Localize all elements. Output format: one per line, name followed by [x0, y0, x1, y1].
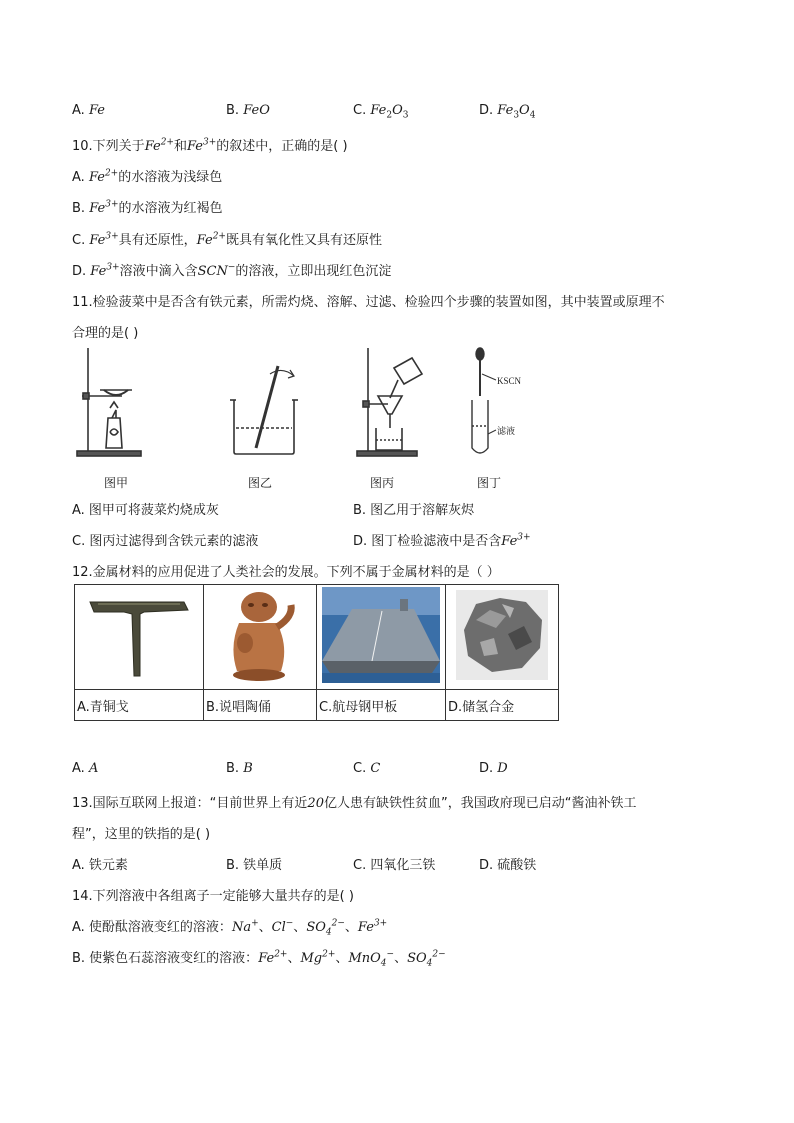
q9-option-a: A. Fe: [72, 103, 105, 118]
figure-ding-testing: [462, 344, 532, 464]
q14-stem: 14.下列溶液中各组离子一定能够大量共存的是( ): [72, 889, 354, 904]
q10-option-c: C. $Fe^{3+}$具有还原性，$Fe^{2+}$既具有氧化性又具有还原性: [72, 231, 382, 248]
q12-cell-c: C.航母钢甲板: [317, 690, 446, 721]
q13-option-c: C. 四氧化三铁: [353, 858, 436, 873]
figure-caption-bing: 图丙: [370, 476, 395, 490]
figure-yi-dissolving: [226, 344, 306, 464]
q14-option-b: B. 使紫色石蕊溶液变红的溶液：$Fe^{2+}$、$Mg^{2+}$、MnO$_4$−、$SO_4^{2-}$: [72, 949, 446, 969]
q12-option-b: B. B: [226, 761, 253, 776]
q11-option-d: D. 图丁检验滤液中是否含$Fe^{3+}$: [353, 532, 531, 549]
q9-option-c: C. $Fe_2O_3$: [353, 103, 409, 121]
q12-stem: 12.金属材料的应用促进了人类社会的发展。下列不属于金属材料的是（ ）: [72, 565, 500, 580]
q13-option-b: B. 铁单质: [226, 858, 283, 873]
figure-caption-yi: 图乙: [248, 476, 273, 490]
q12-image-table: [74, 584, 559, 721]
q10-option-a: A. $Fe^{2+}$的水溶液为浅绿色: [72, 168, 223, 185]
hydrogen-alloy-image: [446, 585, 559, 690]
q11-stem-line2: 合理的是( ): [72, 326, 139, 341]
q13-option-d: D. 硫酸铁: [479, 858, 537, 873]
q12-cell-d: D.储氢合金: [446, 690, 559, 721]
q12-cell-a: A.青铜戈: [75, 690, 204, 721]
figure-jia-burning: [74, 344, 144, 464]
q11-option-a: A. 图甲可将菠菜灼烧成灰: [72, 503, 219, 518]
q11-option-b: B. 图乙用于溶解灰烬: [353, 503, 475, 518]
pottery-figurine-image: [204, 585, 317, 690]
filtrate-label: 滤液: [497, 427, 516, 437]
figure-bing-filtering: [354, 344, 430, 464]
aircraft-carrier-image: [317, 585, 446, 690]
bronze-ge-image: [75, 585, 204, 690]
q9-option-b: B. FeO: [226, 103, 270, 118]
figure-caption-ding: 图丁: [477, 476, 502, 490]
q12-option-d: D. D: [479, 761, 508, 776]
q10-option-b: B. $Fe^{3+}$的水溶液为红褐色: [72, 199, 223, 216]
q13-option-a: A. 铁元素: [72, 858, 128, 873]
q11-stem-line1: 11.检验菠菜中是否含有铁元素，所需灼烧、溶解、过滤、检验四个步骤的装置如图，其中装置或原理不: [72, 295, 665, 310]
q11-option-c: C. 图丙过滤得到含铁元素的滤液: [72, 534, 259, 549]
q12-cell-b: B.说唱陶俑: [204, 690, 317, 721]
kscn-label: KSCN: [497, 376, 522, 386]
q12-option-c: C. C: [353, 761, 381, 776]
q10-stem: 10.下列关于$Fe^{2+}$和$Fe^{3+}$的叙述中，正确的是( ): [72, 137, 348, 154]
q12-option-a: A. A: [72, 761, 99, 776]
q13-stem-line2: 程”，这里的铁指的是( ): [72, 827, 211, 842]
q10-option-d: D. $Fe^{3+}$溶液中滴入含SCN−的溶液，立即出现红色沉淀: [72, 262, 392, 279]
figure-caption-jia: 图甲: [104, 476, 129, 490]
q9-option-d: D. $Fe_3O_4$: [479, 103, 536, 121]
q13-stem-line1: 13.国际互联网上报道：“目前世界上有近20亿人患有缺铁性贫血”，我国政府现已启动“酱油补铁工: [72, 796, 637, 811]
q14-option-a: A. 使酚酞溶液变红的溶液：Na+、Cl−、$SO_4^{2-}$、$Fe^{3+}$: [72, 918, 388, 938]
